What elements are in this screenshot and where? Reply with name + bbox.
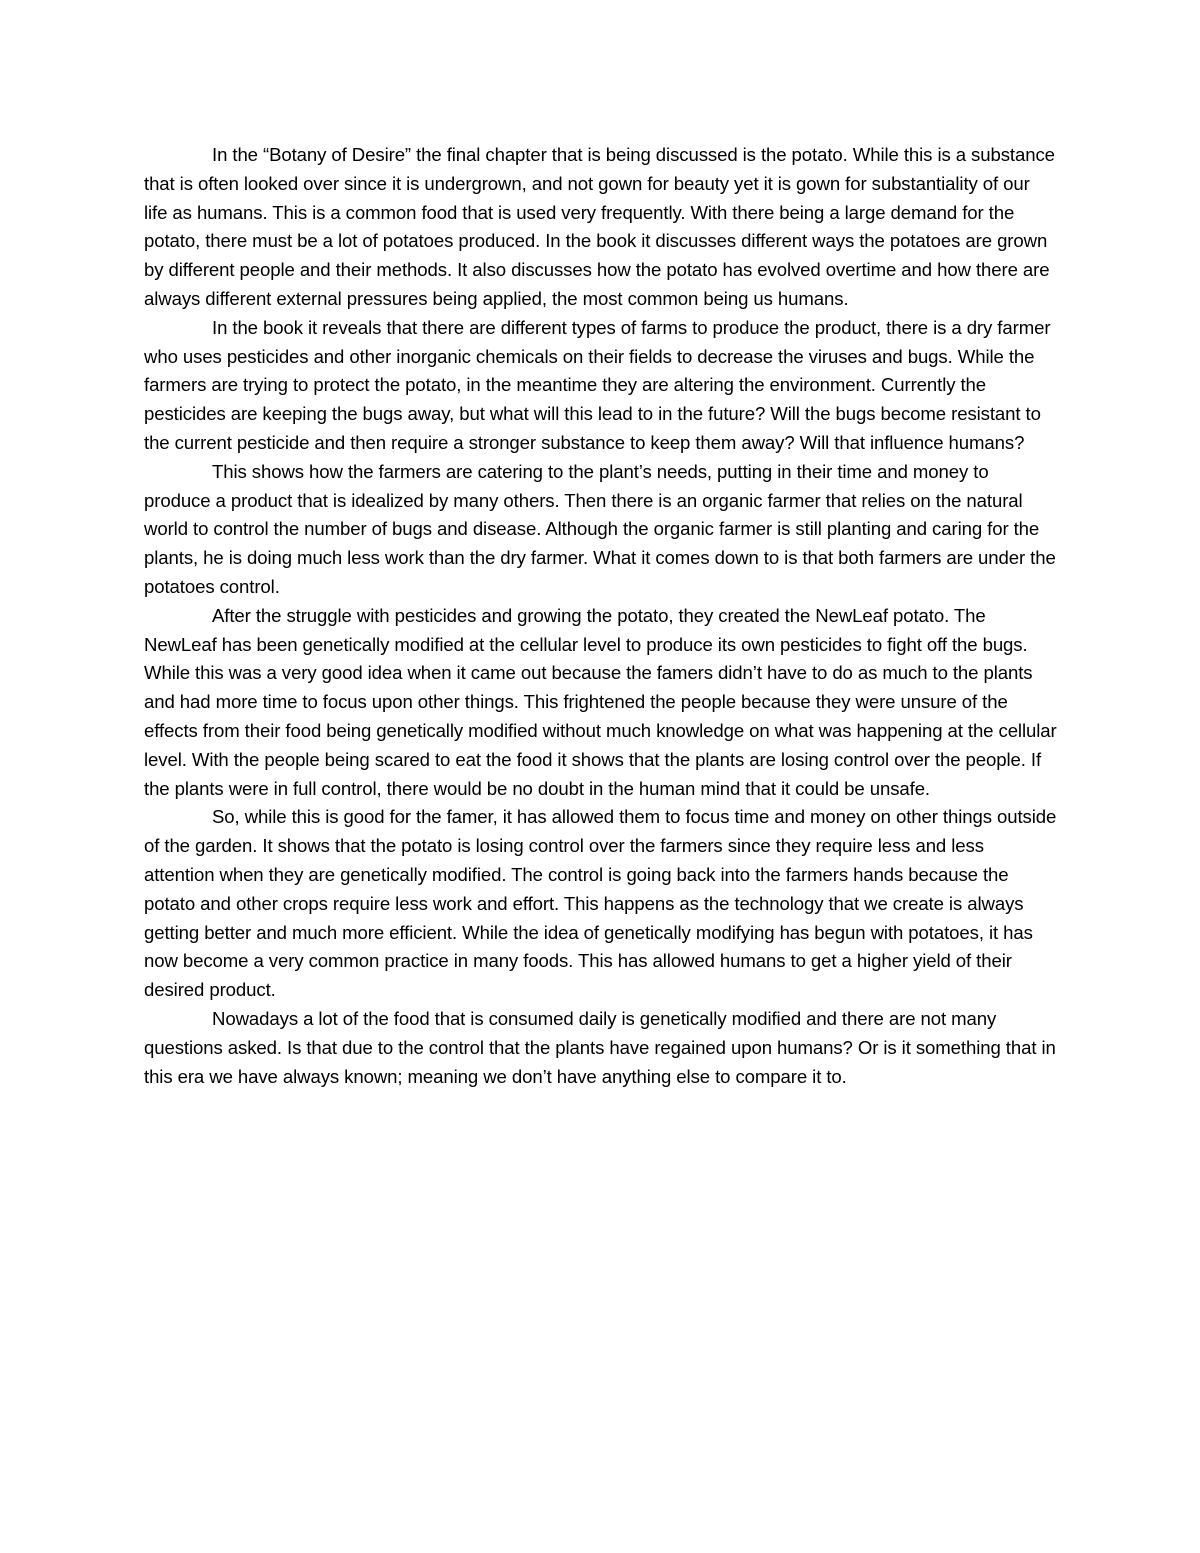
paragraph-6: Nowadays a lot of the food that is consumed daily is genetically modified and there are not many questions asked. Is that due to the control that the plants have regained upon humans? Or is it something that in this era we have always known; meaning we don’t have anything else to compare it to. — [144, 1007, 1056, 1087]
paragraph-1: In the “Botany of Desire” the final chapter that is being discussed is the potato. While this is a substance that is often looked over since it is undergrown, and not gown for beauty yet it is gown for substantiality of our life as humans. This is a common food that is used very frequently. With there being a large demand for the potato, there must be a lot of potatoes produced. In the book it discusses different ways the potatoes are grown by different people and their methods. It also discusses how the potato has evolved overtime and how there are always different external pressures being applied, the most common being us humans. — [144, 144, 1055, 309]
essay-body — [144, 141, 1058, 1091]
paragraph-3: This shows how the farmers are catering to the plant’s needs, putting in their time and money to produce a product that is idealized by many others. Then there is an organic farmer that relies on the natural world to control the number of bugs and disease. Although the organic farmer is still planting and caring for the plants, he is doing much less work than the dry farmer. What it comes down to is that both farmers are under the potatoes control. — [144, 460, 1056, 597]
paragraph-2: In the book it reveals that there are different types of farms to produce the product, there is a dry farmer who uses pesticides and other inorganic chemicals on their fields to decrease the viruses and bugs. While the farmers are trying to protect the potato, in the meantime they are altering the environment. Currently the pesticides are keeping the bugs away, but what will this lead to in the future? Will the bugs become resistant to the current pesticide and then require a stronger substance to keep them away? Will that influence humans? — [144, 316, 1051, 453]
paragraph-5: So, while this is good for the famer, it has allowed them to focus time and money on other things outside of the garden. It shows that the potato is losing control over the farmers since they require less and less attention when they are genetically modified. The control is going back into the farmers hands because the potato and other crops require less work and effort. This happens as the technology that we create is always getting better and much more efficient. While the idea of genetically modifying has begun with potatoes, it has now become a very common practice in many foods. This has allowed humans to get a higher yield of their desired product. — [144, 806, 1057, 1001]
paragraph-4: After the struggle with pesticides and growing the potato, they created the NewLeaf potato. The NewLeaf has been genetically modified at the cellular level to produce its own pesticides to fight off the bugs. While this was a very good idea when it came out because the famers didn’t have to do as much to the plants and had more time to focus upon other things. This frightened the people because they were unsure of the effects from their food being genetically modified without much knowledge on what was happening at the cellular level. With the people being scared to eat the food it shows that the plants are losing control over the people. If the plants were in full control, there would be no doubt in the human mind that it could be unsafe. — [144, 604, 1057, 799]
